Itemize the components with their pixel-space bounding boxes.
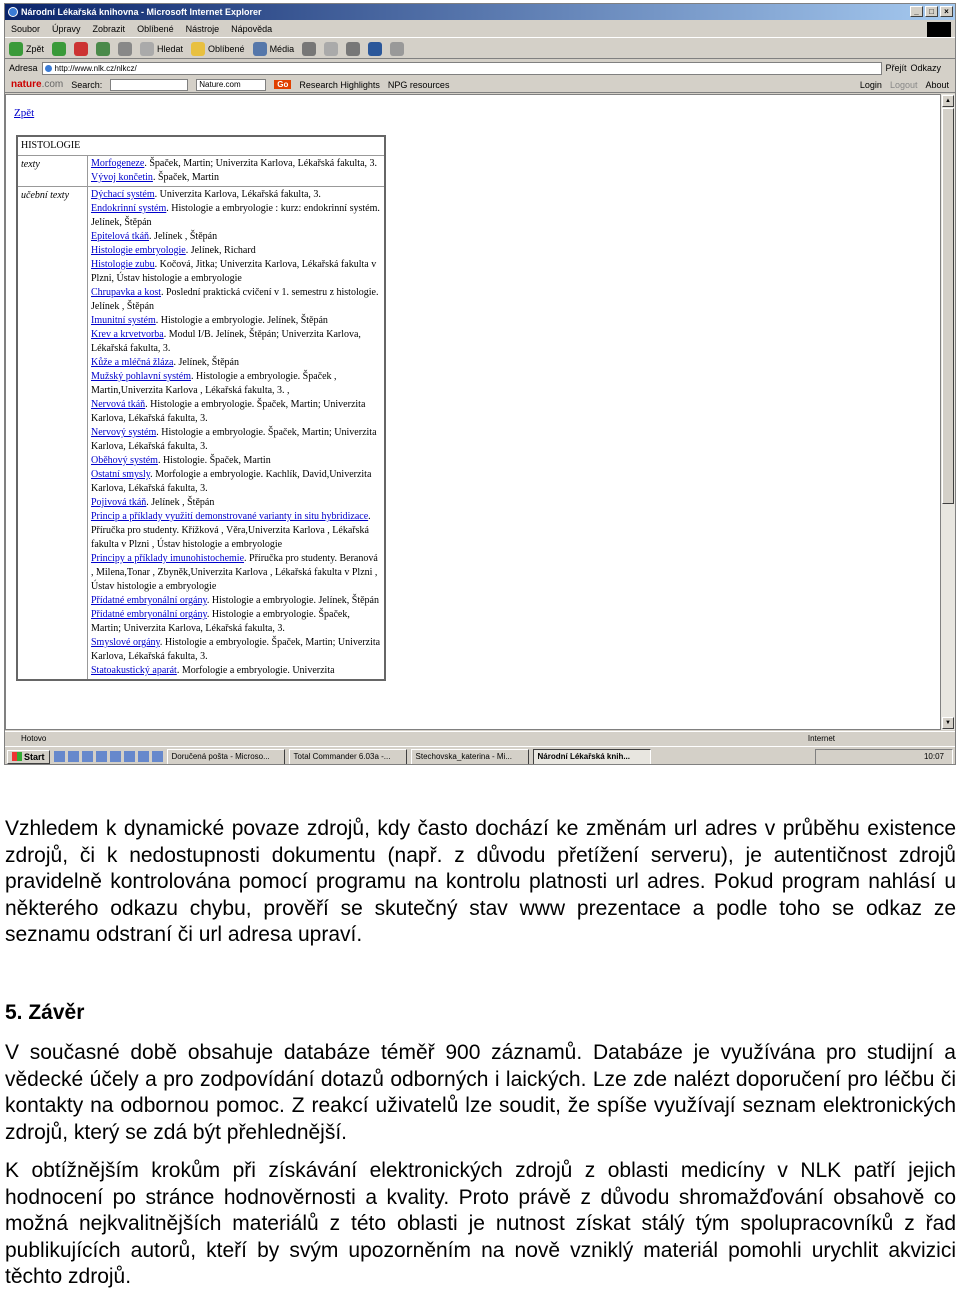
list-item xyxy=(91,188,381,202)
resource-description: . Příručka pro studenty. Křížková , Věra,Univerzita Karlova , Lékařská fakulta v Plzni , Ústav histologie a embryologie xyxy=(91,511,371,550)
resource-link[interactable]: Endokrinní systém xyxy=(91,203,167,214)
vertical-scrollbar[interactable] xyxy=(940,94,955,730)
list-item xyxy=(91,202,381,230)
minimize-icon[interactable]: _ xyxy=(910,6,923,17)
list-item xyxy=(91,314,381,328)
resource-link[interactable]: Epitelová tkáň xyxy=(91,231,150,242)
go-button[interactable]: Přejít xyxy=(885,63,907,73)
menu-item[interactable]: Soubor xyxy=(11,24,41,34)
address-bar xyxy=(5,60,955,76)
resource-link[interactable]: Smyslové orgány xyxy=(91,637,160,648)
edit-icon[interactable] xyxy=(390,42,404,56)
resource-description: . Špaček, Martin; Univerzita Karlova, Lékařská fakulta, 3. xyxy=(144,158,378,169)
resource-link[interactable]: Kůže a mléčná žláza xyxy=(91,357,174,368)
scrollbar-thumb[interactable] xyxy=(942,108,954,504)
list-item xyxy=(91,230,381,244)
resource-description: . Morfologie a embryologie. Kachlík, David,Univerzita Karlova, Lékařská fakulta, 3. xyxy=(91,469,372,494)
table-row xyxy=(18,187,384,679)
resource-link[interactable]: Histologie embryologie xyxy=(91,245,186,256)
resource-link[interactable]: Ostatní smysly xyxy=(91,469,151,480)
resource-link[interactable]: Krev a krvetvorba xyxy=(91,329,164,340)
resource-description: . Histologie a embryologie. Špaček, Martin; Univerzita Karlova, Lékařská fakulta, 3. xyxy=(91,399,366,424)
status-text: Hotovo xyxy=(21,734,47,743)
nature-search-input[interactable] xyxy=(110,79,188,91)
list-item xyxy=(91,552,381,594)
mail-icon[interactable] xyxy=(324,42,338,56)
nature-go-button[interactable]: Go xyxy=(274,80,291,89)
favorites-button[interactable]: Oblíbené xyxy=(191,42,245,56)
browser-toolbar xyxy=(5,39,955,59)
resource-link[interactable]: Vývoj končetin xyxy=(91,172,153,183)
media-icon xyxy=(253,42,267,56)
address-label: Adresa xyxy=(9,63,38,73)
histology-table xyxy=(16,135,386,681)
resource-link[interactable]: Nervová tkáň xyxy=(91,399,146,410)
list-item xyxy=(91,286,381,314)
menu-item[interactable]: Oblíbené xyxy=(137,24,174,34)
list-item xyxy=(91,370,381,398)
taskbar-task[interactable]: Doručená pošta - Microso... xyxy=(167,749,285,765)
list-item xyxy=(91,258,381,286)
media-button[interactable]: Média xyxy=(253,42,295,56)
resource-description: . Histologie a embryologie. Špaček, Martin; Univerzita Karlova, Lékařská fakulta, 3. xyxy=(91,427,377,452)
resource-description: . Jelínek , Štěpán xyxy=(149,231,218,242)
row-category: učební texty xyxy=(18,187,88,679)
row-category: texty xyxy=(18,156,88,186)
npg-resources-button[interactable]: NPG resources xyxy=(387,79,450,90)
windows-logo-icon xyxy=(927,22,951,37)
resource-link[interactable]: Dýchací systém xyxy=(91,189,155,200)
list-item xyxy=(91,328,381,356)
menu-item[interactable]: Nápověda xyxy=(231,24,273,34)
quick-launch-icon[interactable] xyxy=(110,751,121,762)
list-item xyxy=(91,244,381,258)
clock: 10:07 xyxy=(923,751,944,761)
resource-description: . Univerzita Karlova, Lékařská fakulta, 3. xyxy=(154,189,321,200)
table-row xyxy=(18,156,384,187)
section-heading: 5. Závěr xyxy=(5,1001,85,1024)
back-link[interactable]: Zpět xyxy=(14,107,35,119)
nature-logo[interactable]: nature.com xyxy=(11,79,64,90)
list-item xyxy=(91,636,381,664)
list-item xyxy=(91,594,381,608)
logout-button[interactable]: Logout xyxy=(889,79,918,90)
paragraph-evaluation: K obtížnějším krokům při získávání elektronických zdrojů z oblasti medicíny v NLK patří jejich hodnocení po stránce hodnověrnosti a kvality. Proto právě z důvodu shromažďování obsahově co možná nejkvalitnějších materiálů z této oblasti je nutnost získat stálý tým spolupracovníků z řad publikujících autorů, kteří by svým upozorněním na nově vzniklý materiál pomohli urychlit akvizici těchto zdrojů. xyxy=(5,1159,956,1288)
quick-launch-icon[interactable] xyxy=(96,751,107,762)
resource-description: . Histologie. Špaček, Martin xyxy=(157,455,271,466)
browser-screenshot xyxy=(4,3,956,765)
quick-launch-icon[interactable] xyxy=(152,751,163,762)
quick-launch-icon[interactable] xyxy=(138,751,149,762)
search-button[interactable]: Hledat xyxy=(140,42,183,56)
status-bar xyxy=(5,731,955,745)
resource-link[interactable]: Oběhový systém xyxy=(91,455,158,466)
resource-link[interactable]: Nervový systém xyxy=(91,427,157,438)
window-title-bar xyxy=(5,4,955,20)
list-item xyxy=(91,356,381,370)
resource-link[interactable]: Principy a příklady imunohistochemie xyxy=(91,553,245,564)
menu-item[interactable]: Zobrazit xyxy=(92,24,126,34)
quick-launch-icon[interactable] xyxy=(68,751,79,762)
maximize-icon[interactable]: □ xyxy=(925,6,938,17)
list-item xyxy=(91,468,381,496)
resource-link[interactable]: Přídatné embryonální orgány xyxy=(91,609,207,620)
forward-arrow-icon[interactable] xyxy=(52,42,66,56)
resource-description: . Jelínek, Richard xyxy=(185,245,256,256)
list-item xyxy=(91,171,381,185)
about-button[interactable]: About xyxy=(925,79,949,90)
login-button[interactable]: Login xyxy=(859,79,882,90)
resource-link[interactable]: Histologie zubu xyxy=(91,259,155,270)
resource-description: . Modul I/B. Jelínek, Štěpán; Univerzita Karlova, Lékařská fakulta, 3. xyxy=(91,329,361,354)
row-items xyxy=(88,156,384,186)
history-icon[interactable] xyxy=(302,42,316,56)
research-highlights-button[interactable]: Research Highlights xyxy=(299,79,380,90)
security-zone: Internet xyxy=(807,734,835,743)
resource-description: . Morfologie a embryologie. Univerzita xyxy=(176,665,335,676)
window-title: Národní Lékařská knihovna - Microsoft Internet Explorer xyxy=(21,7,262,17)
list-item xyxy=(91,398,381,426)
menu-bar xyxy=(5,21,955,38)
row-items xyxy=(88,187,384,679)
list-item xyxy=(91,157,381,171)
search-icon xyxy=(140,42,154,56)
resource-description: . Jelínek , Štěpán xyxy=(146,497,215,508)
resource-description: . Histologie a embryologie. Jelínek, Štěpán xyxy=(155,315,328,326)
resource-link[interactable]: Přídatné embryonální orgány xyxy=(91,595,207,606)
menu-item[interactable]: Nástroje xyxy=(185,24,220,34)
print-icon[interactable] xyxy=(346,42,360,56)
home-icon[interactable] xyxy=(118,42,132,56)
nature-toolbar xyxy=(5,77,955,93)
refresh-icon[interactable] xyxy=(96,42,110,56)
taskbar-task-active[interactable]: Národní Lékařská knih... xyxy=(533,749,651,765)
list-item xyxy=(91,664,381,678)
quick-launch-icon[interactable] xyxy=(82,751,93,762)
start-button[interactable]: Start xyxy=(7,750,50,764)
resource-description: . Poslední praktická cvičení v 1. semestru z histologie. Jelínek , Štěpán xyxy=(91,287,379,312)
resource-link[interactable]: Statoakustický aparát xyxy=(91,665,177,676)
stop-icon[interactable] xyxy=(74,42,88,56)
resource-description: . Jelínek, Štěpán xyxy=(173,357,239,368)
list-item xyxy=(91,426,381,454)
back-button[interactable]: Zpět xyxy=(9,42,44,56)
page-viewport xyxy=(5,94,941,730)
menu-item[interactable]: Úpravy xyxy=(52,24,81,34)
links-label[interactable]: Odkazy xyxy=(910,63,942,73)
quick-launch-icon[interactable] xyxy=(54,751,65,762)
taskbar-task[interactable]: Stechovska_katerina - Mi... xyxy=(411,749,529,765)
windows-taskbar xyxy=(5,746,955,765)
table-title: HISTOLOGIE xyxy=(18,137,384,156)
taskbar-task[interactable]: Total Commander 6.03a -... xyxy=(289,749,407,765)
system-tray xyxy=(815,749,953,765)
nature-site-select[interactable]: Nature.com xyxy=(196,79,266,91)
address-input[interactable]: http://www.nlk.cz/nlkcz/ xyxy=(42,62,882,75)
resource-description: . Kočová, Jitka; Univerzita Karlova, Lékařská fakulta v Plzni, Ústav histologie a embryologie xyxy=(91,259,377,284)
nature-search-label: Search: xyxy=(71,79,103,90)
resource-link[interactable]: Pojivová tkáň xyxy=(91,497,147,508)
resource-link[interactable]: Morfogeneze xyxy=(91,158,145,169)
list-item xyxy=(91,510,381,552)
resource-link[interactable]: Chrupavka a kost xyxy=(91,287,161,298)
word-icon[interactable] xyxy=(368,42,382,56)
resource-description: . Histologie a embryologie. Špaček , Martin,Univerzita Karlova , Lékařská fakulta, 3. , xyxy=(91,371,337,396)
list-item xyxy=(91,454,381,468)
ie-logo-icon xyxy=(8,7,18,17)
scroll-up-icon[interactable]: ▲ xyxy=(942,95,954,107)
scroll-down-icon[interactable]: ▼ xyxy=(942,717,954,729)
resource-description: . Histologie a embryologie. Špaček, Martin; Univerzita Karlova, Lékařská fakulta, 3. xyxy=(91,637,381,662)
list-item xyxy=(91,496,381,510)
list-item xyxy=(91,608,381,636)
close-icon[interactable]: × xyxy=(940,6,953,17)
resource-description: . Histologie a embryologie : kurz: endokrinní systém. Jelínek, Štěpán xyxy=(91,203,380,228)
paragraph-database: V současné době obsahuje databáze téměř 900 záznamů. Databáze je využívána pro studijní a vědecké účely a pro zodpovídání dotazů odborných i laických. Lze zde nalézt doporučení pro léčbu či kontakty na odbornou pomoc. Z reakcí uživatelů lze soudit, že spíše využívají seznam elektronických zdrojů, který se zdá být přehlednější. xyxy=(5,1041,956,1144)
resource-description: . Špaček, Martin xyxy=(152,172,220,183)
paragraph-url-control: Vzhledem k dynamické povaze zdrojů, kdy často dochází ke změnám url adres v průběhu existence zdrojů, či k nedostupnosti dokumentu (např. z důvodu přetížení serveru), je autentičnost zdrojů pravidelně kontrolována pomocí programu na kontrolu platnosti url adres. Pokud program nahlásí u některého odkazu chybu, prověří se skutečný stav www prezentace a podle toho se odkaz ze seznamu odstraní či url adresa upraví. xyxy=(5,817,956,946)
resource-description: . Histologie a embryologie. Jelínek, Štěpán xyxy=(206,595,379,606)
star-icon xyxy=(191,42,205,56)
resource-link[interactable]: Mužský pohlavní systém xyxy=(91,371,191,382)
resource-description: . Příručka pro studenty. Beranová , Milena,Tonar , Zbyněk,Univerzita Karlova , Lékařská fakulta v Plzni , Ústav histologie a embryologie xyxy=(91,553,378,592)
resource-link[interactable]: Imunitní systém xyxy=(91,315,156,326)
quick-launch-icon[interactable] xyxy=(124,751,135,762)
resource-link[interactable]: Princip a příklady využití demonstrované varianty in situ hybridizace xyxy=(91,511,369,522)
quick-launch xyxy=(54,751,163,762)
back-arrow-icon xyxy=(9,42,23,56)
resource-description: . Histologie a embryologie. Špaček, Martin; Univerzita Karlova, Lékařská fakulta, 3. xyxy=(91,609,350,634)
